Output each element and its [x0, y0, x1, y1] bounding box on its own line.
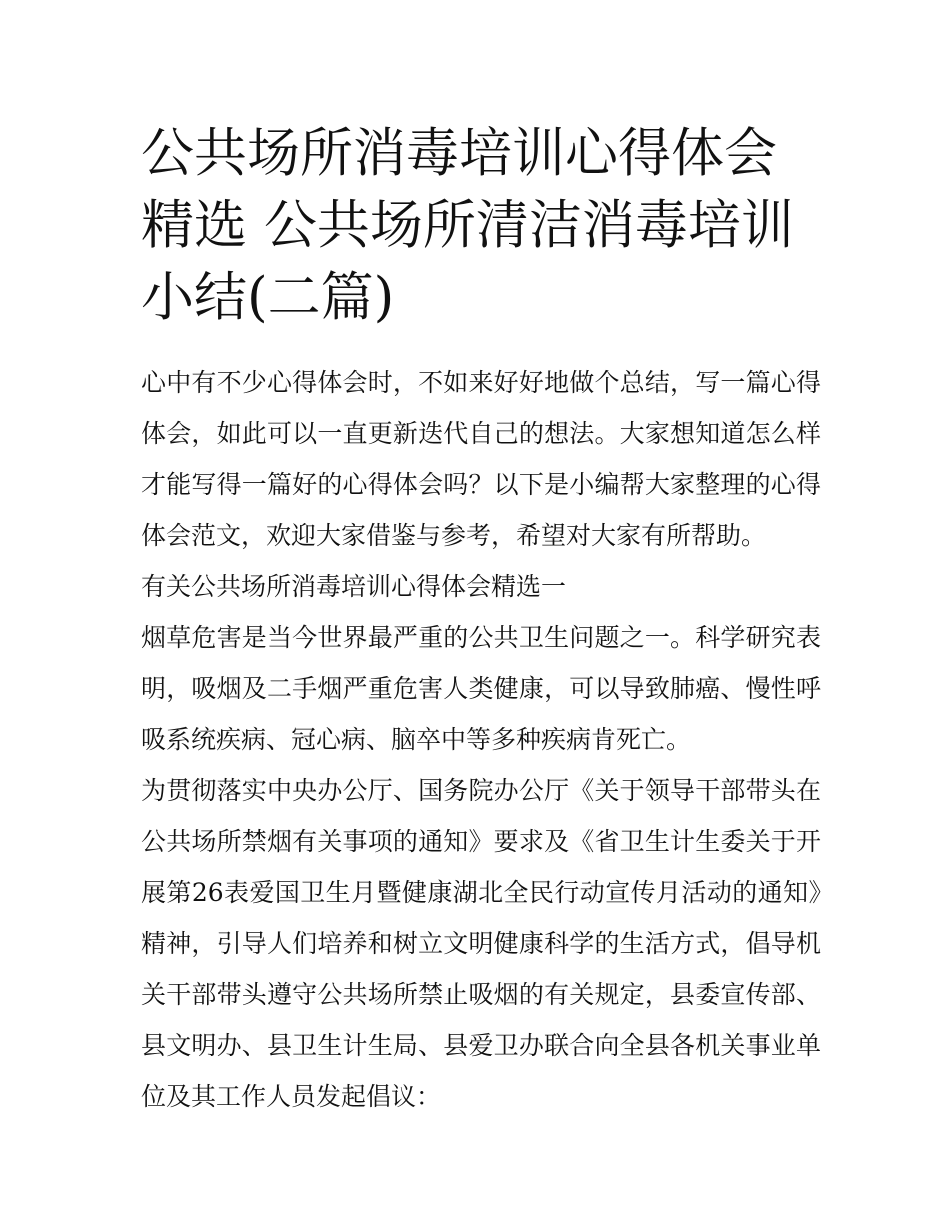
body-paragraph: 为贯彻落实中央办公厅、国务院办公厅《关于领导干部带头在公共场所禁烟有关事项的通知》要求及《省卫生计生委关于开展第26表爱国卫生月暨健康湖北全民行动宣传月活动的通知》精神，引导人们培养和树立文明健康科学的生活方式，倡导机关干部带头遵守公共场所禁止吸烟的有关规定，县委宣传部、县文明办、县卫生计生局、县爱卫办联合向全县各机关事业单位及其工作人员发起倡议：: [141, 776, 821, 1111]
document-title: 公共场所消毒培训心得体会精选 公共场所清洁消毒培训小结(二篇): [141, 123, 794, 328]
document-body: [141, 357, 821, 1122]
body-paragraph: 烟草危害是当今世界最严重的公共卫生问题之一。科学研究表明，吸烟及二手烟严重危害人类健康，可以导致肺癌、慢性呼吸系统疾病、冠心病、脑卒中等多种疾病肯死亡。: [141, 623, 821, 754]
intro-paragraph: 心中有不少心得体会时，不如来好好地做个总结，写一篇心得体会，如此可以一直更新迭代自己的想法。大家想知道怎么样才能写得一篇好的心得体会吗？以下是小编帮大家整理的心得体会范文，欢迎大家借鉴与参考，希望对大家有所帮助。: [141, 368, 821, 550]
section-heading: 有关公共场所消毒培训心得体会精选一: [141, 572, 567, 601]
